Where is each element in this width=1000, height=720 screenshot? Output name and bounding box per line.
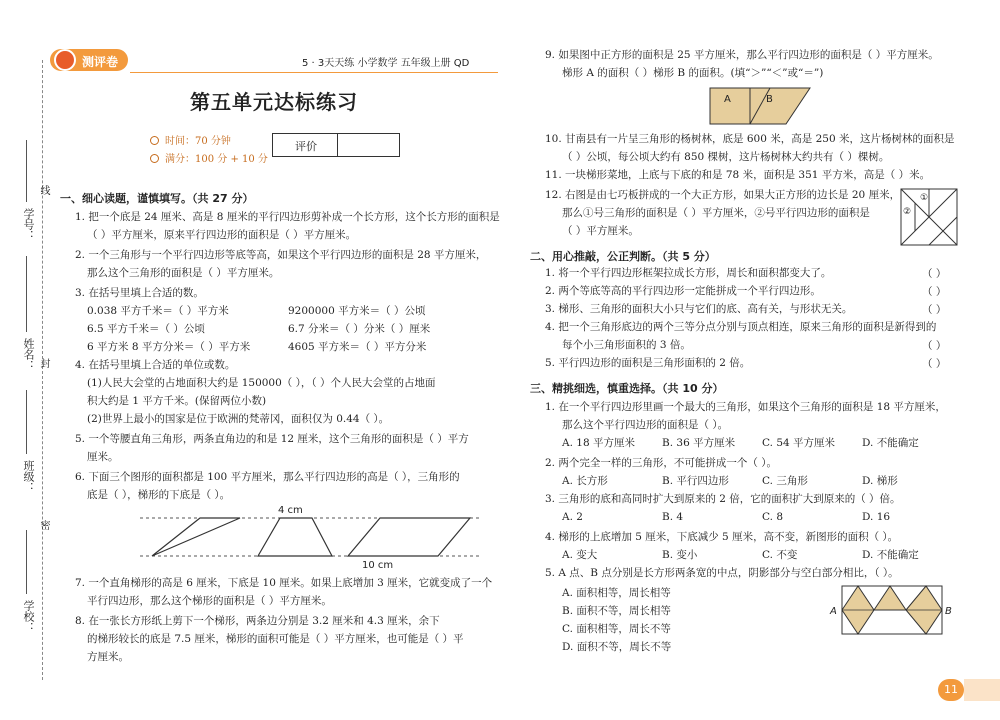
section-1-heading: 一、细心读题，谨慎填写。（共 27 分） xyxy=(60,192,254,205)
choice-5-option-a[interactable]: A. 面积相等，周长相等 xyxy=(562,587,671,599)
q12-label-2: ② xyxy=(903,207,912,217)
q6-triangle xyxy=(152,518,240,556)
sidebar-field-xuexiao[interactable] xyxy=(26,530,27,594)
page-number: 11 xyxy=(938,679,964,701)
q12-tangram-figure xyxy=(900,188,960,248)
judge-2: 2. 两个等底等高的平行四边形一定能拼成一个平行四边形。 xyxy=(545,285,821,297)
choice-5-label-a: A xyxy=(830,606,837,617)
choice-2-line: 2. 两个完全一样的三角形，不可能拼成一个（ ）。 xyxy=(545,457,777,469)
q2-line1: 2. 一个三角形与一个平行四边形等底等高，如果这个平行四边形的面积是 28 平方厘米， xyxy=(75,249,487,261)
choice-3-option-b[interactable]: B. 4 xyxy=(662,511,684,523)
badge-label: 测评卷 xyxy=(82,55,119,69)
choice-1-option-d[interactable]: D. 不能确定 xyxy=(862,437,919,449)
binding-dashed-line xyxy=(42,60,43,680)
q4-line1: (1)人民大会堂的占地面积大约是 150000（ ），（ ）个人民大会堂的占地面 xyxy=(87,377,436,389)
q11-line: 11. 一块梯形菜地，上底与下底的和是 78 米，面积是 351 平方米，高是（ ）米。 xyxy=(545,169,931,181)
mascot-icon xyxy=(54,49,76,71)
choice-1-line1: 1. 在一个平行四边形里画一个最大的三角形，如果这个三角形的面积是 18 平方厘米， xyxy=(545,401,946,413)
q4-line2: 积大约是 1 平方千米。(保留两位小数) xyxy=(87,395,267,407)
q8-line1: 8. 在一张长方形纸上剪下一个梯形，两条边分别是 3.2 厘米和 4.3 厘米，余下 xyxy=(75,615,440,627)
choice-1-option-b[interactable]: B. 36 平方厘米 xyxy=(662,437,736,449)
q6-line2: 底是（ ），梯形的下底是（ ）。 xyxy=(87,489,231,501)
choice-2-option-b[interactable]: B. 平行四边形 xyxy=(662,475,729,487)
sidebar-mark-feng: 封 xyxy=(38,358,49,368)
judge-5: 5. 平行四边形的面积是三角形面积的 2 倍。 xyxy=(545,357,751,369)
meta-score: 满分：100 分 + 10 分 xyxy=(150,150,268,165)
q8-line3: 方厘米。 xyxy=(87,651,129,663)
choice-4-option-a[interactable]: A. 变大 xyxy=(562,549,598,561)
q6-trapezoid xyxy=(258,518,332,556)
q9-label-a: A xyxy=(724,94,731,105)
q9-line1: 9. 如果图中正方形的面积是 25 平方厘米，那么平行四边形的面积是（ ）平方厘米。 xyxy=(545,49,939,61)
q3-r3a: 6 平方米 8 平方分米＝（ ）平方米 xyxy=(87,341,251,353)
choice-5-figure xyxy=(828,582,958,638)
q6-bottom-label: 10 cm xyxy=(362,560,394,570)
judge-4-line1: 4. 把一个三角形底边的两个三等分点分别与顶点相连，原来三角形的面积是新得到的 xyxy=(545,321,937,333)
q6-line1: 6. 下面三个图形的面积都是 100 平方厘米，那么平行四边形的高是（ ），三角形的 xyxy=(75,471,460,483)
q3-r2b: 6.7 分米＝（ ）分米（ ）厘米 xyxy=(288,323,431,335)
choice-4-option-d[interactable]: D. 不能确定 xyxy=(862,549,919,561)
choice-3-option-d[interactable]: D. 16 xyxy=(862,511,891,523)
choice-4-line: 4. 梯形的上底增加 5 厘米，下底减少 5 厘米，高不变，新图形的面积（ ）。 xyxy=(545,531,899,543)
choice-1-option-a[interactable]: A. 18 平方厘米 xyxy=(562,437,635,449)
q12-line3: （ ）平方厘米。 xyxy=(562,225,639,237)
choice-5-option-b[interactable]: B. 面积不等，周长相等 xyxy=(562,605,671,617)
clock-icon xyxy=(150,136,159,145)
sidebar-mark-mi: 密 xyxy=(38,520,49,530)
q9-line2: 梯形 A 的面积（ ）梯形 B 的面积。(填“＞”“＜”或“＝”) xyxy=(562,67,824,79)
sidebar-field-xuehao[interactable] xyxy=(26,140,27,202)
q5-line2: 厘米。 xyxy=(87,451,119,463)
meta-time: 时间：70 分钟 xyxy=(150,132,231,147)
choice-1-line2: 那么这个平行四边形的面积是（ ）。 xyxy=(562,419,729,431)
q7-line1: 7. 一个直角梯形的高是 6 厘米，下底是 10 厘米。如果上底增加 3 厘米，它就变成了一个 xyxy=(75,577,493,589)
q4-heading: 4. 在括号里填上合适的单位或数。 xyxy=(75,359,236,371)
choice-3-option-a[interactable]: A. 2 xyxy=(562,511,583,523)
sidebar-label-xingming: 姓名： xyxy=(22,338,35,371)
choice-5-option-c[interactable]: C. 面积相等，周长不等 xyxy=(562,623,671,635)
judge-1: 1. 将一个平行四边形框架拉成长方形，周长和面积都变大了。 xyxy=(545,267,832,279)
q3-r1a: 0.038 平方千米＝（ ）平方米 xyxy=(87,305,229,317)
choice-5-option-d[interactable]: D. 面积不等，周长不等 xyxy=(562,641,672,653)
q6-parallelogram xyxy=(348,518,470,556)
choice-2-option-d[interactable]: D. 梯形 xyxy=(862,475,898,487)
sidebar-label-banji: 班级： xyxy=(22,460,35,493)
judge-4-line2: 每个小三角形面积的 3 倍。 xyxy=(562,339,691,351)
judge-3: 3. 梯形、三角形的面积大小只与它们的底、高有关，与形状无关。 xyxy=(545,303,853,315)
page-tab xyxy=(964,679,1000,701)
judge-2-answer[interactable]: （ ） xyxy=(922,286,947,298)
choice-3-line: 3. 三角形的底和高同时扩大到原来的 2 倍，它的面积扩大到原来的（ ）倍。 xyxy=(545,493,901,505)
judge-5-answer[interactable]: （ ） xyxy=(922,358,947,370)
q1-line1: 1. 把一个底是 24 厘米、高是 8 厘米的平行四边形剪补成一个长方形，这个长方形的面积是 xyxy=(75,211,500,223)
choice-3-option-c[interactable]: C. 8 xyxy=(762,511,784,523)
sidebar-field-banji[interactable] xyxy=(26,390,27,454)
section-2-heading: 二、用心推敲，公正判断。（共 5 分） xyxy=(530,250,716,263)
choice-5-line: 5. A 点、B 点分别是长方形两条宽的中点，阴影部分与空白部分相比，（ ）。 xyxy=(545,567,899,579)
q5-line1: 5. 一个等腰直角三角形，两条直角边的和是 12 厘米，这个三角形的面积是（ ）平方 xyxy=(75,433,469,445)
q3-r2a: 6.5 平方千米＝（ ）公顷 xyxy=(87,323,205,335)
q9-figure xyxy=(708,84,814,128)
q12-line2: 那么①号三角形的面积是（ ）平方厘米，②号平行四边形的面积是 xyxy=(562,207,870,219)
q6-top-label: 4 cm xyxy=(278,505,303,516)
evaluation-box xyxy=(272,133,400,157)
q3-r3b: 4605 平方米＝（ ）平方分米 xyxy=(288,341,427,353)
q10-line1: 10. 甘南县有一片呈三角形的杨树林，底是 600 米，高是 250 米，这片杨树林的面积是 xyxy=(545,133,955,145)
q8-line2: 的梯形较长的底是 7.5 厘米，梯形的面积可能是（ ）平方厘米，也可能是（ ）平 xyxy=(87,633,464,645)
q3-r1b: 9200000 平方米＝（ ）公顷 xyxy=(288,305,426,317)
check-icon xyxy=(150,154,159,163)
q4-line3: (2)世界上最小的国家是位于欧洲的梵蒂冈，面积仅为 0.44（ ）。 xyxy=(87,413,390,425)
q2-line2: 那么这个三角形的面积是（ ）平方厘米。 xyxy=(87,267,280,279)
choice-5-label-b: B xyxy=(945,606,952,617)
judge-1-answer[interactable]: （ ） xyxy=(922,268,947,280)
q1-line2: （ ）平方厘米，原来平行四边形的面积是（ ）平方厘米。 xyxy=(87,229,357,241)
judge-3-answer[interactable]: （ ） xyxy=(922,304,947,316)
sidebar-field-xingming[interactable] xyxy=(26,256,27,332)
choice-1-option-c[interactable]: C. 54 平方厘米 xyxy=(762,437,836,449)
q7-line2: 平行四边形，那么这个梯形的面积是（ ）平方厘米。 xyxy=(87,595,332,607)
sidebar-label-xuehao: 学号： xyxy=(22,208,35,241)
choice-4-option-c[interactable]: C. 不变 xyxy=(762,549,798,561)
q12-label-1: ① xyxy=(920,193,929,203)
header-divider xyxy=(130,72,498,73)
sidebar-label-xuexiao: 学校： xyxy=(22,600,35,633)
q3-heading: 3. 在括号里填上合适的数。 xyxy=(75,287,204,299)
choice-4-option-b[interactable]: B. 变小 xyxy=(662,549,698,561)
header-info: 5 · 3天天练 小学数学 五年级上册 QD xyxy=(302,58,470,69)
choice-2-option-a[interactable]: A. 长方形 xyxy=(562,475,608,487)
page-title: 第五单元达标练习 xyxy=(190,90,358,114)
section-3-heading: 三、精挑细选，慎重选择。（共 10 分） xyxy=(530,382,724,395)
evaluation-label: 评价 xyxy=(295,140,317,153)
sidebar-mark-xian: 线 xyxy=(38,185,49,195)
choice-2-option-c[interactable]: C. 三角形 xyxy=(762,475,808,487)
q6-figure xyxy=(140,502,500,570)
judge-4-answer[interactable]: （ ） xyxy=(922,340,947,352)
q12-line1: 12. 右图是由七巧板拼成的一个大正方形，如果大正方形的边长是 20 厘米， xyxy=(545,189,901,201)
q10-line2: （ ）公顷，每公顷大约有 850 棵树，这片杨树林大约共有（ ）棵树。 xyxy=(562,151,890,163)
q9-label-b: B xyxy=(766,94,773,105)
